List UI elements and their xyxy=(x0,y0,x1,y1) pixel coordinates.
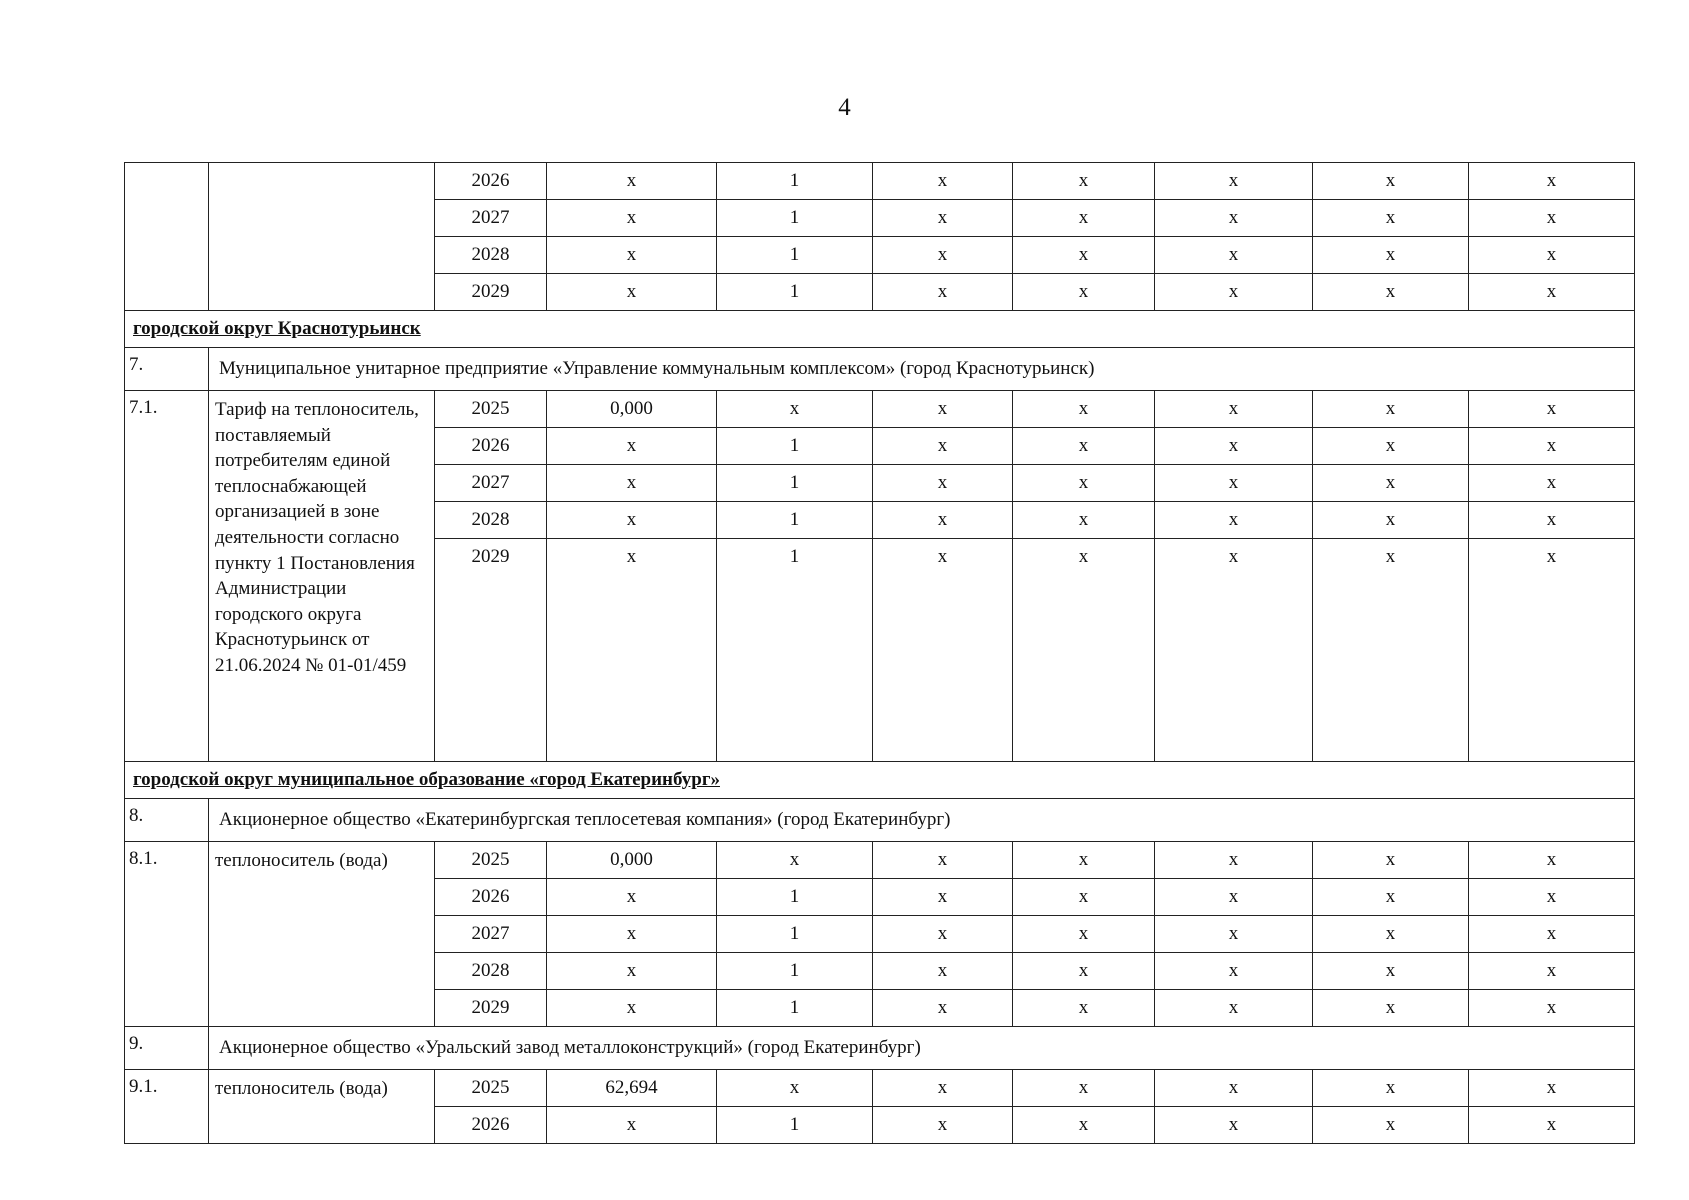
value-cell: x xyxy=(1155,237,1313,274)
org-number: 8. xyxy=(125,799,209,842)
value-cell: x xyxy=(1155,274,1313,311)
section-title: городской округ муниципальное образование «город Екатеринбург» xyxy=(125,762,1635,799)
value-cell: x xyxy=(1013,237,1155,274)
value-cell: x xyxy=(1013,163,1155,200)
value-cell: x xyxy=(873,200,1013,237)
org-number: 7. xyxy=(125,348,209,391)
value-cell: x xyxy=(1155,842,1313,879)
value-cell: x xyxy=(873,916,1013,953)
table-row xyxy=(125,1070,1635,1107)
value-cell: x xyxy=(1469,237,1635,274)
value-cell: 1 xyxy=(717,953,873,990)
year-cell: 2029 xyxy=(435,990,547,1027)
value-cell: 1 xyxy=(717,465,873,502)
table-row xyxy=(125,163,1635,200)
value-cell: x xyxy=(873,953,1013,990)
value-cell: x xyxy=(547,274,717,311)
value-cell: x xyxy=(1313,274,1469,311)
section-title: городской округ Краснотурьинск xyxy=(125,311,1635,348)
value-cell: 1 xyxy=(717,539,873,762)
value-cell: 1 xyxy=(717,990,873,1027)
value-cell: x xyxy=(873,428,1013,465)
value-cell: x xyxy=(1313,502,1469,539)
year-cell: 2026 xyxy=(435,428,547,465)
value-cell: x xyxy=(1013,502,1155,539)
org-number: 9. xyxy=(125,1027,209,1070)
value-cell: x xyxy=(547,1107,717,1144)
value-cell: x xyxy=(1469,465,1635,502)
value-cell: x xyxy=(1013,465,1155,502)
value-cell: x xyxy=(1155,916,1313,953)
table-body xyxy=(125,163,1635,1144)
value-cell: x xyxy=(1155,990,1313,1027)
org-row xyxy=(125,1027,1635,1070)
value-cell: x xyxy=(873,1107,1013,1144)
value-cell: 1 xyxy=(717,237,873,274)
item-description: Тариф на теплоноситель, поставляемый потребителям единой теплоснабжающей организацией в зоне деятельности согласно пункту 1 Постановления Администрации городского округа Краснотурьинск от 21.06.2024 № 01-01/459 xyxy=(209,391,435,762)
value-cell: x xyxy=(1313,163,1469,200)
value-cell: x xyxy=(547,200,717,237)
value-cell: x xyxy=(1469,953,1635,990)
value-cell: 62,694 xyxy=(547,1070,717,1107)
value-cell: x xyxy=(547,465,717,502)
value-cell: x xyxy=(547,916,717,953)
item-number: 7.1. xyxy=(125,391,209,762)
value-cell: x xyxy=(547,879,717,916)
value-cell: x xyxy=(717,1070,873,1107)
value-cell: x xyxy=(547,990,717,1027)
value-cell: 0,000 xyxy=(547,842,717,879)
value-cell: x xyxy=(1313,200,1469,237)
value-cell: x xyxy=(1155,200,1313,237)
value-cell: x xyxy=(1313,391,1469,428)
value-cell: x xyxy=(1155,1070,1313,1107)
item-number: 8.1. xyxy=(125,842,209,1027)
section-row xyxy=(125,762,1635,799)
value-cell: x xyxy=(1469,428,1635,465)
value-cell: x xyxy=(547,502,717,539)
page-number: 4 xyxy=(838,94,851,121)
value-cell: x xyxy=(873,879,1013,916)
value-cell: x xyxy=(1313,990,1469,1027)
value-cell: x xyxy=(1313,916,1469,953)
org-row xyxy=(125,799,1635,842)
value-cell: x xyxy=(873,465,1013,502)
item-description: теплоноситель (вода) xyxy=(209,1070,435,1144)
value-cell: x xyxy=(1469,1107,1635,1144)
value-cell: x xyxy=(1013,1070,1155,1107)
value-cell: x xyxy=(1155,465,1313,502)
value-cell: x xyxy=(1013,953,1155,990)
value-cell: x xyxy=(873,163,1013,200)
value-cell: x xyxy=(717,391,873,428)
value-cell: x xyxy=(1313,842,1469,879)
year-cell: 2028 xyxy=(435,953,547,990)
value-cell: x xyxy=(1013,1107,1155,1144)
tariff-table xyxy=(124,162,1635,1144)
value-cell: 1 xyxy=(717,879,873,916)
value-cell: x xyxy=(1155,1107,1313,1144)
value-cell: x xyxy=(1313,1070,1469,1107)
value-cell: x xyxy=(717,842,873,879)
value-cell: 1 xyxy=(717,1107,873,1144)
value-cell: x xyxy=(1469,879,1635,916)
value-cell: x xyxy=(1013,391,1155,428)
year-cell: 2026 xyxy=(435,879,547,916)
value-cell: x xyxy=(1155,953,1313,990)
value-cell: x xyxy=(1013,200,1155,237)
value-cell: x xyxy=(873,502,1013,539)
value-cell: x xyxy=(1013,539,1155,762)
value-cell: x xyxy=(547,953,717,990)
year-cell: 2027 xyxy=(435,465,547,502)
value-cell: x xyxy=(1013,428,1155,465)
value-cell: x xyxy=(873,990,1013,1027)
value-cell: x xyxy=(1155,428,1313,465)
year-cell: 2026 xyxy=(435,163,547,200)
table-row xyxy=(125,842,1635,879)
value-cell: x xyxy=(873,391,1013,428)
value-cell: x xyxy=(1313,1107,1469,1144)
value-cell: 1 xyxy=(717,916,873,953)
value-cell: x xyxy=(1013,842,1155,879)
value-cell: 1 xyxy=(717,163,873,200)
value-cell: x xyxy=(1155,502,1313,539)
item-number-cell xyxy=(125,163,209,311)
item-number: 9.1. xyxy=(125,1070,209,1144)
year-cell: 2027 xyxy=(435,916,547,953)
value-cell: x xyxy=(547,428,717,465)
year-cell: 2026 xyxy=(435,1107,547,1144)
year-cell: 2029 xyxy=(435,274,547,311)
value-cell: x xyxy=(1469,391,1635,428)
value-cell: x xyxy=(1155,163,1313,200)
org-name: Муниципальное унитарное предприятие «Управление коммунальным комплексом» (город Краснотурьинск) xyxy=(209,348,1635,391)
value-cell: x xyxy=(1469,502,1635,539)
table-row xyxy=(125,391,1635,428)
value-cell: x xyxy=(873,237,1013,274)
value-cell: x xyxy=(1013,274,1155,311)
value-cell: x xyxy=(873,1070,1013,1107)
value-cell: 1 xyxy=(717,428,873,465)
value-cell: x xyxy=(1469,163,1635,200)
value-cell: x xyxy=(547,539,717,762)
value-cell: x xyxy=(1013,916,1155,953)
value-cell: x xyxy=(1469,916,1635,953)
value-cell: x xyxy=(1313,953,1469,990)
year-cell: 2025 xyxy=(435,1070,547,1107)
value-cell: x xyxy=(873,539,1013,762)
value-cell: x xyxy=(547,237,717,274)
value-cell: x xyxy=(1313,879,1469,916)
value-cell: x xyxy=(1469,539,1635,762)
item-description-cell xyxy=(209,163,435,311)
year-cell: 2025 xyxy=(435,391,547,428)
value-cell: 1 xyxy=(717,274,873,311)
org-row xyxy=(125,348,1635,391)
org-name: Акционерное общество «Уральский завод металлоконструкций» (город Екатеринбург) xyxy=(209,1027,1635,1070)
value-cell: x xyxy=(873,274,1013,311)
value-cell: x xyxy=(1469,990,1635,1027)
value-cell: x xyxy=(873,842,1013,879)
value-cell: x xyxy=(1155,391,1313,428)
value-cell: x xyxy=(1013,879,1155,916)
value-cell: x xyxy=(1469,200,1635,237)
value-cell: x xyxy=(1469,1070,1635,1107)
value-cell: x xyxy=(1313,539,1469,762)
value-cell: x xyxy=(1155,539,1313,762)
value-cell: 0,000 xyxy=(547,391,717,428)
year-cell: 2028 xyxy=(435,237,547,274)
org-name: Акционерное общество «Екатеринбургская теплосетевая компания» (город Екатеринбург) xyxy=(209,799,1635,842)
value-cell: x xyxy=(1013,990,1155,1027)
year-cell: 2029 xyxy=(435,539,547,762)
value-cell: x xyxy=(1313,237,1469,274)
value-cell: x xyxy=(1469,842,1635,879)
year-cell: 2025 xyxy=(435,842,547,879)
year-cell: 2027 xyxy=(435,200,547,237)
item-description: теплоноситель (вода) xyxy=(209,842,435,1027)
value-cell: x xyxy=(1313,428,1469,465)
value-cell: 1 xyxy=(717,502,873,539)
value-cell: x xyxy=(1469,274,1635,311)
value-cell: x xyxy=(547,163,717,200)
year-cell: 2028 xyxy=(435,502,547,539)
value-cell: x xyxy=(1155,879,1313,916)
section-row xyxy=(125,311,1635,348)
value-cell: x xyxy=(1313,465,1469,502)
value-cell: 1 xyxy=(717,200,873,237)
